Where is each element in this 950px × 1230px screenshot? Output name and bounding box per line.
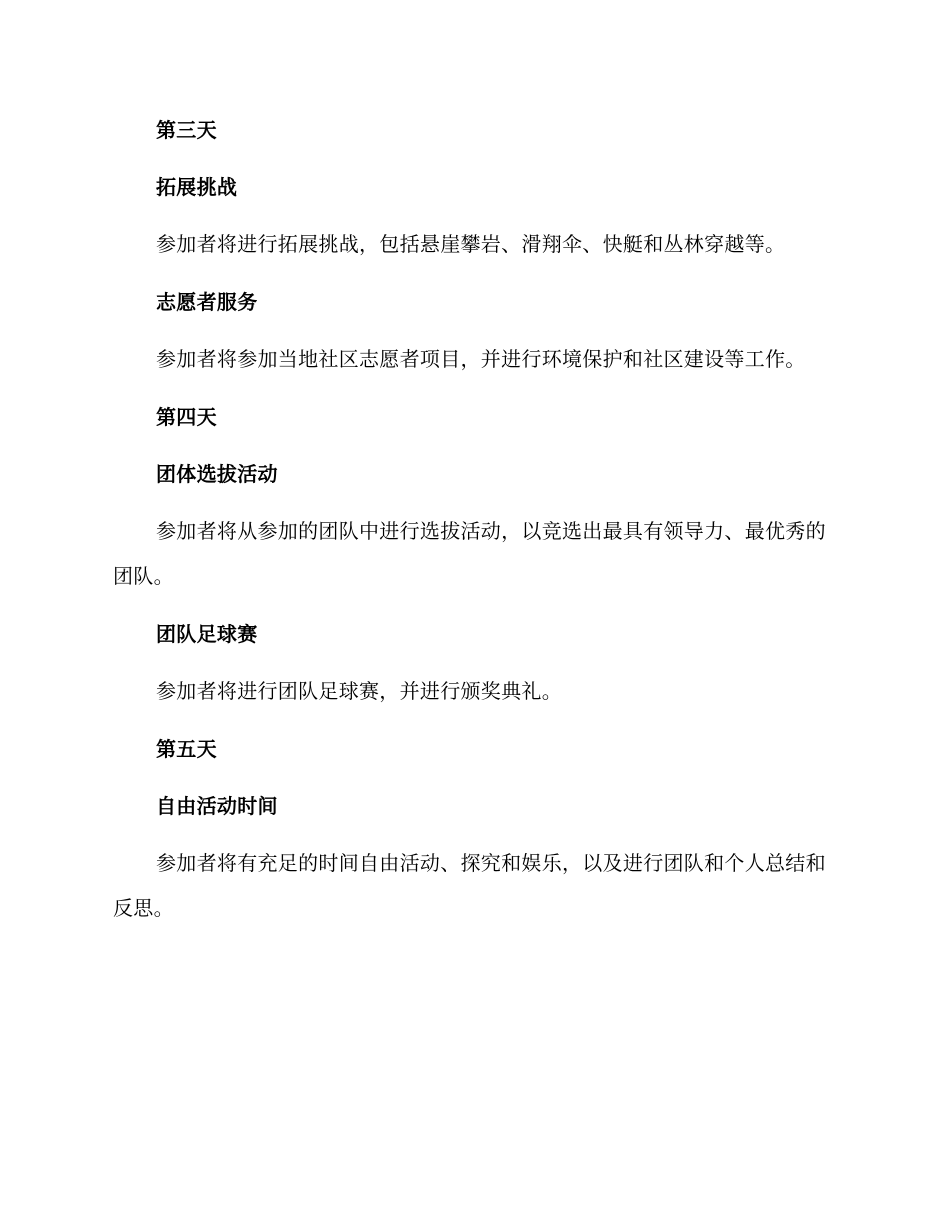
paragraph: 参加者将参加当地社区志愿者项目，并进行环境保护和社区建设等工作。 <box>156 347 806 371</box>
section-heading: 志愿者服务 <box>156 290 258 314</box>
paragraph: 参加者将有充足的时间自由活动、探究和娱乐，以及进行团队和个人总结和反思。 <box>113 851 826 920</box>
day-heading: 第四天 <box>156 405 217 429</box>
document-page <box>113 108 838 944</box>
paragraph: 参加者将从参加的团队中进行选拔活动，以竞选出最具有领导力、最优秀的团队。 <box>113 519 826 588</box>
section-heading: 团队足球赛 <box>156 622 258 646</box>
section-heading: 自由活动时间 <box>156 794 278 818</box>
day-heading: 第五天 <box>156 737 217 761</box>
paragraph: 参加者将进行团队足球赛，并进行颁奖典礼。 <box>156 679 562 703</box>
section-heading: 团体选拔活动 <box>156 462 278 486</box>
paragraph: 参加者将进行拓展挑战，包括悬崖攀岩、滑翔伞、快艇和丛林穿越等。 <box>156 232 786 256</box>
section-heading: 拓展挑战 <box>156 175 238 199</box>
day-heading: 第三天 <box>156 118 217 142</box>
